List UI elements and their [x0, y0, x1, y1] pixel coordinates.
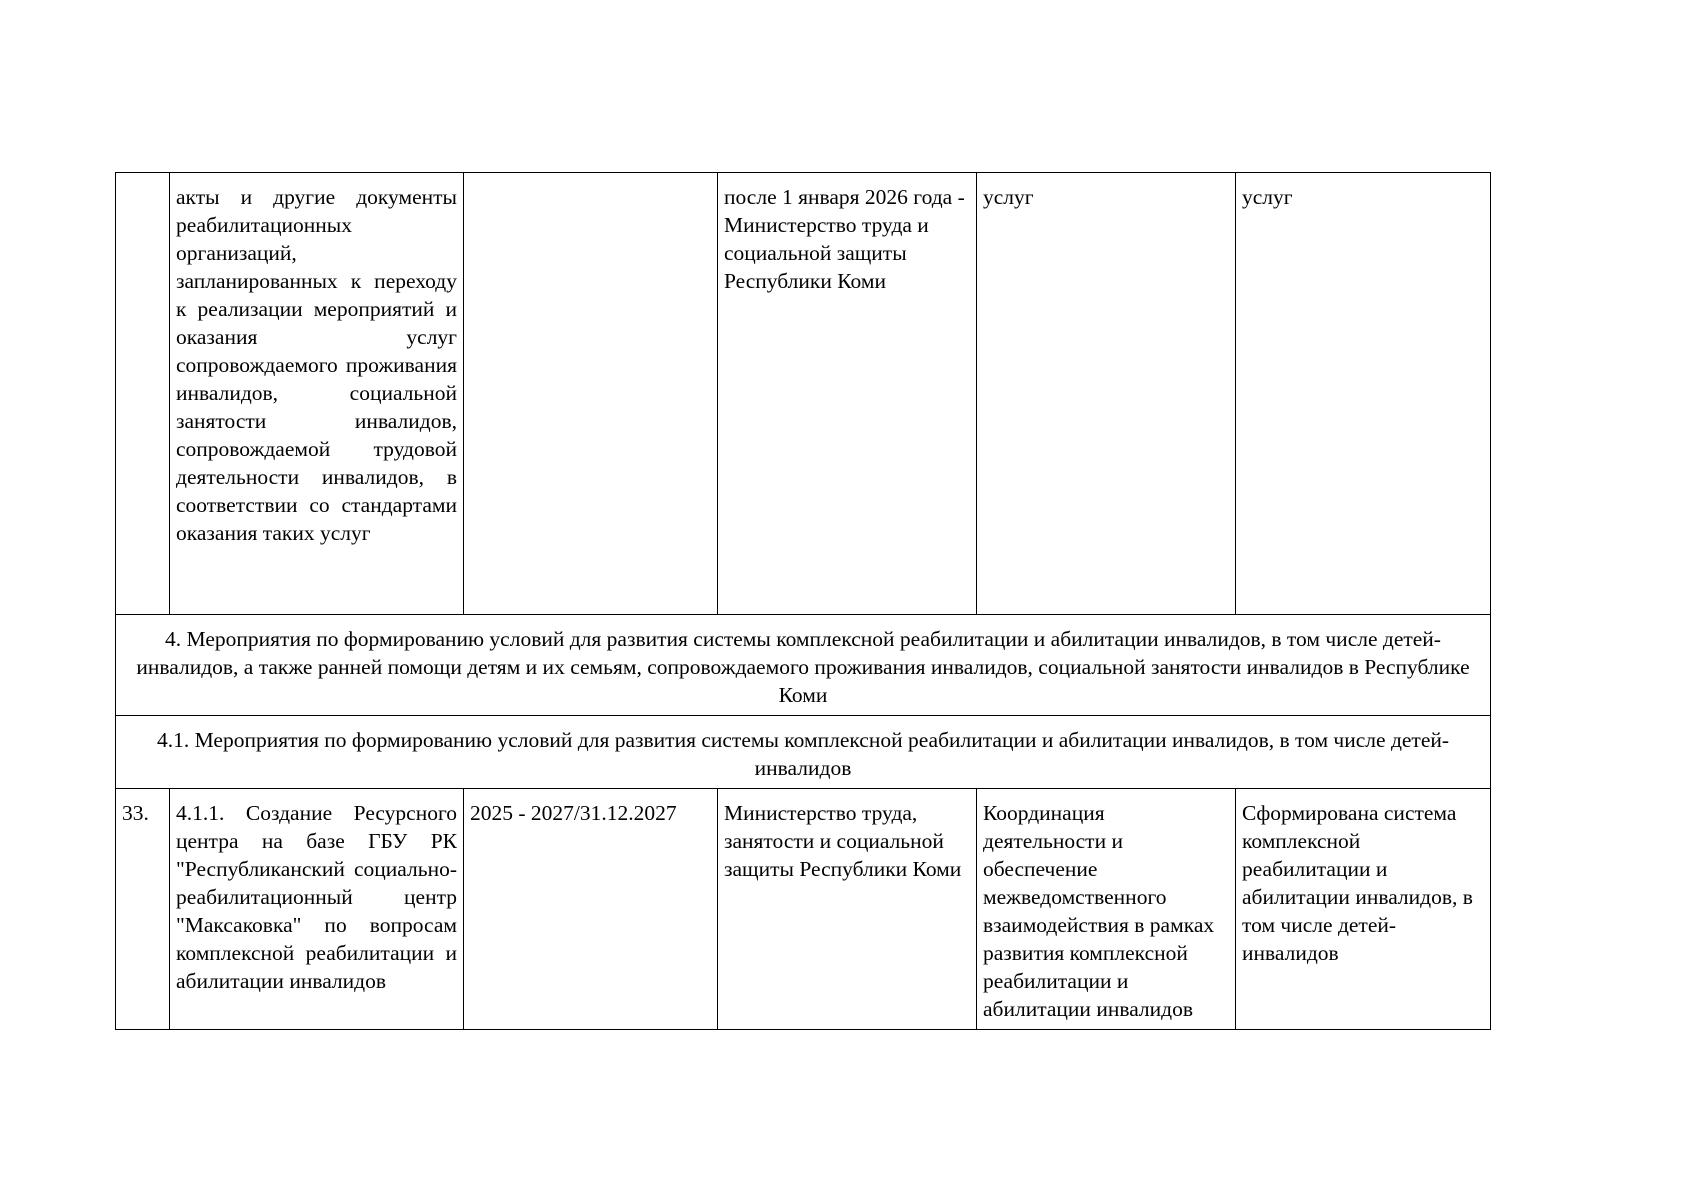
cell-term: 2025 - 2027/31.12.2027: [464, 789, 718, 1030]
cell-result: услуг: [977, 173, 1236, 615]
cell-indicator: услуг: [1236, 173, 1491, 615]
cell-executor: после 1 января 2026 года - Министерство труда и социальной защиты Республики Коми: [718, 173, 977, 615]
table-row-section-4-1: [116, 716, 1491, 789]
cell-indicator: Сформирована система комплексной реабилитации и абилитации инвалидов, в том числе детей-инвалидов: [1236, 789, 1491, 1030]
action-plan-table: [115, 172, 1491, 1030]
table-row-33: [116, 789, 1491, 1030]
cell-number: [116, 173, 170, 615]
table-row-continuation: [116, 173, 1491, 615]
table-row-section-4: [116, 615, 1491, 716]
cell-event: 4.1.1. Создание Ресурсного центра на базе ГБУ РК "Республиканский социально-реабилитационный центр "Максаковка" по вопросам комплексной реабилитации и абилитации инвалидов: [170, 789, 464, 1030]
cell-event: акты и другие документы реабилитационных организаций, запланированных к переходу к реализации мероприятий и оказания услуг сопровождаемого проживания инвалидов, социальной занятости инвалидов, сопровождаемой трудовой деятельности инвалидов, в соответствии со стандартами оказания таких услуг: [170, 173, 464, 615]
cell-number: 33.: [116, 789, 170, 1030]
section-heading-4-1: 4.1. Мероприятия по формированию условий для развития системы комплексной реабилитации и абилитации инвалидов, в том числе детей-инвалидов: [116, 716, 1491, 789]
section-heading-4: 4. Мероприятия по формированию условий для развития системы комплексной реабилитации и абилитации инвалидов, в том числе детей-инвалидов, а также ранней помощи детям и их семьям, сопровождаемого проживания инвалидов, социальной занятости инвалидов в Республике Коми: [116, 615, 1491, 716]
cell-result: Координация деятельности и обеспечение межведомственного взаимодействия в рамках развития комплексной реабилитации и абилитации инвалидов: [977, 789, 1236, 1030]
cell-term: [464, 173, 718, 615]
cell-executor: Министерство труда, занятости и социальной защиты Республики Коми: [718, 789, 977, 1030]
